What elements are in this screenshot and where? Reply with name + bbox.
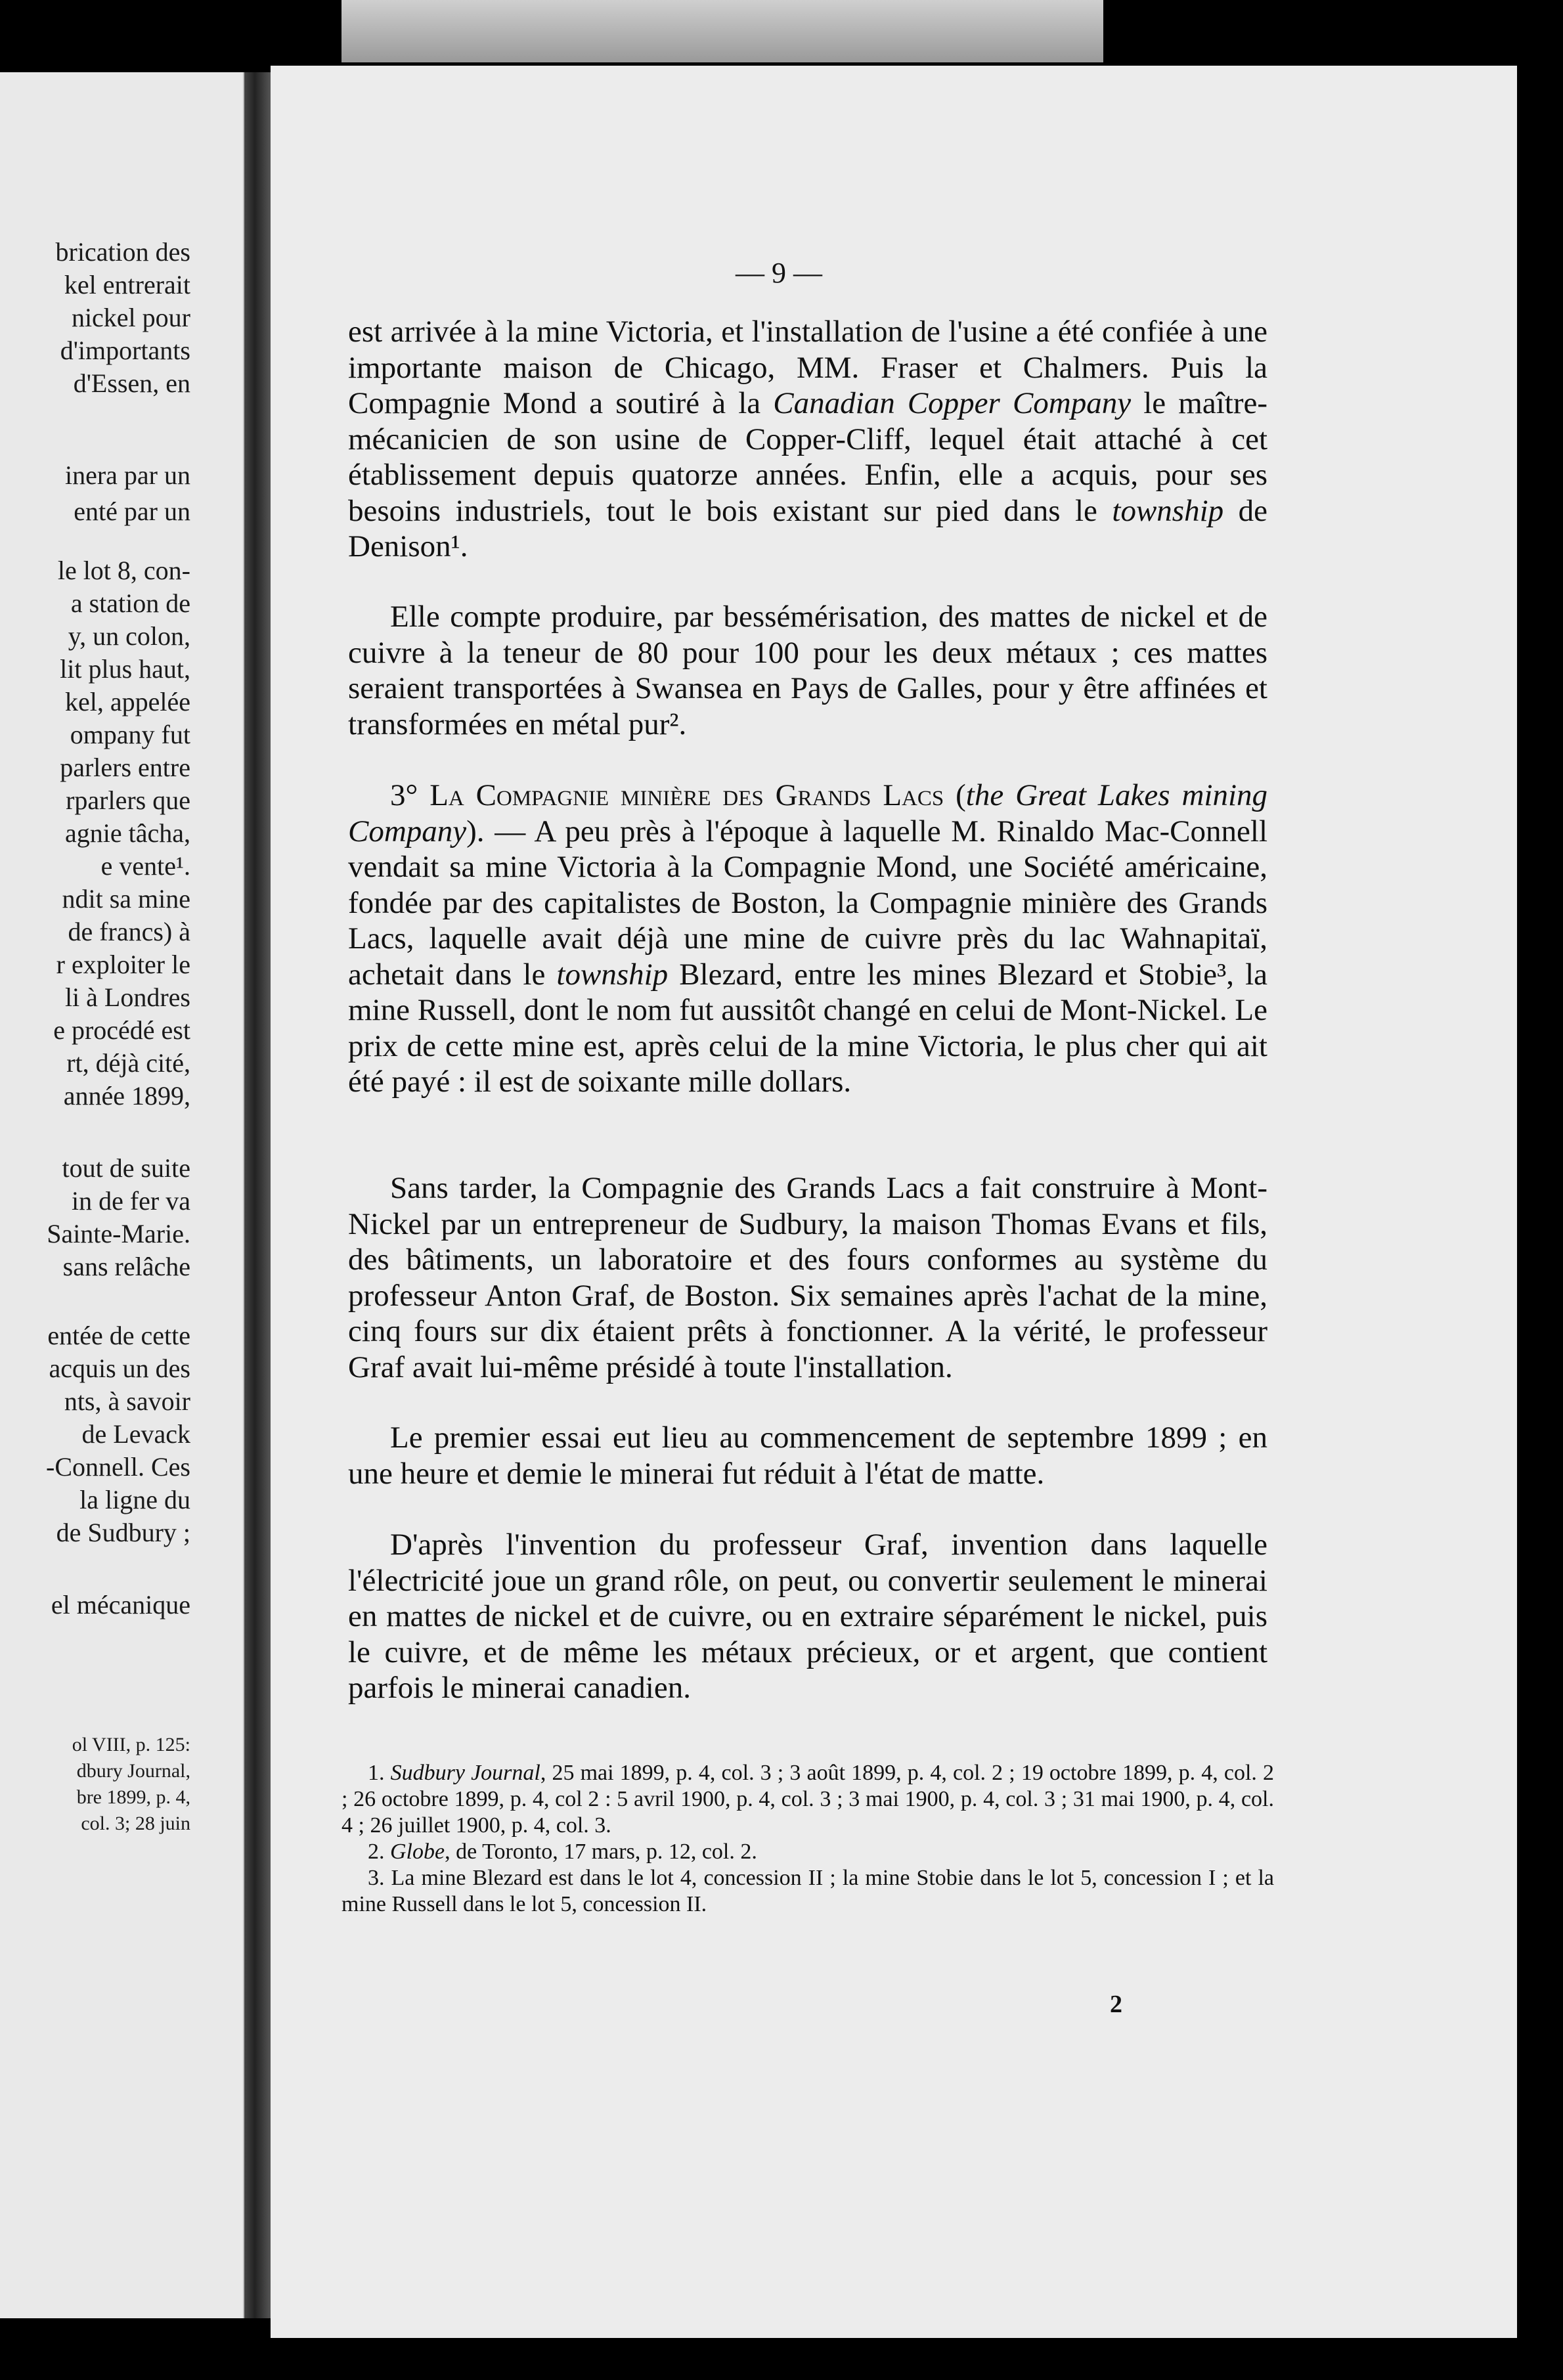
left-page-footnote-line: col. 3; 28 juin xyxy=(81,1813,190,1834)
left-page-line: sans relâche xyxy=(62,1252,190,1281)
left-page-line: e vente¹. xyxy=(100,851,190,881)
paragraph-2: Elle compte produire, par bessémérisation, des mattes de nickel et de cuivre à la teneur de 80 pour 100 pour les deux métaux ; ces mattes seraient transportées à Swansea en Pays de Galles, pour y être affinées et transformées en métal pur². xyxy=(348,600,1267,741)
left-page-line: rt, déjà cité, xyxy=(66,1048,190,1078)
left-page-line: ndit sa mine xyxy=(62,884,190,914)
left-page-line: d'Essen, en xyxy=(73,368,190,398)
left-page-line: kel, appelée xyxy=(65,687,190,716)
left-page-line: nickel pour xyxy=(71,303,190,332)
left-page-line: -Connell. Ces xyxy=(46,1452,190,1482)
left-facing-page xyxy=(0,72,246,2318)
footnote-3: 3. La mine Blezard est dans le lot 4, concession II ; la mine Stobie dans le lot 5, concession I ; et la mine Russell dans le lot 5, concession II. xyxy=(341,1866,1274,1916)
left-page-line: de francs) à xyxy=(68,917,190,946)
paragraph-4: Sans tarder, la Compagnie des Grands Lacs a fait construire à Mont-Nickel par un entrepreneur de Sudbury, la maison Thomas Evans et fils, des bâtiments, un laboratoire et des fours conformes au système du professeur Anton Graf, de Boston. Six semaines après l'achat de la mine, cinq fours sur dix étaient prêts à fonctionner. A la vérité, le professeur Graf avait lui-même présidé à toute l'installation. xyxy=(348,1171,1267,1384)
footnote-2: 2. Globe, de Toronto, 17 mars, p. 12, col. 2. xyxy=(368,1840,757,1864)
left-page-line: d'importants xyxy=(60,336,190,365)
left-page-line: inera par un xyxy=(64,460,190,490)
left-page-line: année 1899, xyxy=(63,1081,190,1111)
footnote-1: 1. Sudbury Journal, 25 mai 1899, p. 4, col. 3 ; 3 août 1899, p. 4, col. 2 ; 19 octobre 1899, p. 4, col. 2 ; 26 octobre 1899, p. 4, col 2 : 5 avril 1900, p. 4, col. 3 ; 3 mai 1900, p. 4, col. 3 ; 31 mai 1900, p. 4, col. 4 ; 26 juillet 1900, p. 4, col. 3. xyxy=(341,1761,1275,1838)
left-page-line: a station de xyxy=(70,588,190,618)
left-page-line: el mécanique xyxy=(51,1590,190,1620)
left-page-footnote-line: dbury Journal, xyxy=(76,1760,190,1782)
left-page-line: nts, à savoir xyxy=(64,1386,190,1416)
left-page-line: ompany fut xyxy=(70,720,190,749)
left-page-line: li à Londres xyxy=(64,982,190,1012)
left-page-line: entée de cette xyxy=(47,1321,190,1350)
paragraph-6: D'après l'invention du professeur Graf, invention dans laquelle l'électricité joue un grand rôle, on peut, ou convertir seulement le minerai en mattes de nickel et de cuivre, ou en extraire séparément le nickel, puis le cuivre, et de même les métaux précieux, or et argent, que contient parfois le minerai canadien. xyxy=(348,1528,1267,1705)
left-page-footnote-line: bre 1899, p. 4, xyxy=(76,1786,190,1808)
page-number: — 9 — xyxy=(736,257,822,289)
left-page-line: parlers entre xyxy=(60,753,190,782)
left-page-line: de Sudbury ; xyxy=(56,1518,190,1547)
left-page-line: de Levack xyxy=(81,1419,190,1449)
book-gutter xyxy=(244,72,271,2318)
left-page-line: r exploiter le xyxy=(56,950,190,979)
left-page-line: lit plus haut, xyxy=(60,654,190,684)
left-page-line: agnie tâcha, xyxy=(65,818,190,848)
left-page-line: acquis un des xyxy=(49,1354,190,1383)
signature-number: 2 xyxy=(1110,1991,1122,2018)
paragraph-3: 3° La Compagnie minière des Grands Lacs (the Great Lakes mining Company). — A peu près à l'époque à laquelle M. Rinaldo Mac-Connell vendait sa mine Victoria à la Compagnie Mond, une Société américaine, fondée par des capitalistes de Boston, la Compagnie minière des Grands Lacs, laquelle avait déjà une mine de cuivre près du lac Wahnapitaï, achetait dans le township Blezard, entre les mines Blezard et Stobie³, la mine Russell, dont le nom fut aussitôt changé en celui de Mont-Nickel. Le prix de cette mine est, après celui de la mine Victoria, le plus cher qui ait été payé : il est de soixante mille dollars. xyxy=(348,778,1267,1099)
left-page-line: tout de suite xyxy=(62,1153,190,1183)
left-page-line: y, un colon, xyxy=(68,621,190,651)
left-page-line: enté par un xyxy=(74,496,190,526)
paragraph-5: Le premier essai eut lieu au commencement de septembre 1899 ; en une heure et demie le minerai fut réduit à l'état de matte. xyxy=(348,1421,1267,1491)
left-page-line: in de fer va xyxy=(71,1186,190,1216)
left-page-line: rparlers que xyxy=(66,785,190,815)
paragraph-1: est arrivée à la mine Victoria, et l'installation de l'usine a été confiée à une importante maison de Chicago, MM. Fraser et Chalmers. Puis la Compagnie Mond a soutiré à la Canadian Copper Company le maître-mécanicien de son usine de Copper-Cliff, lequel était attaché à cet établissement depuis quatorze années. Enfin, elle a acquis, pour ses besoins industriels, tout le bois existant sur pied dans le township de Denison¹. xyxy=(348,315,1267,563)
left-page-line: la ligne du xyxy=(79,1485,190,1514)
left-page-line: le lot 8, con- xyxy=(57,556,190,585)
left-page-line: Sainte-Marie. xyxy=(47,1219,190,1248)
left-page-line: kel entrerait xyxy=(64,270,190,299)
left-page-footnote-line: ol VIII, p. 125: xyxy=(72,1734,190,1755)
top-page-edge xyxy=(341,0,1103,62)
left-page-line: brication des xyxy=(55,237,190,267)
footnotes xyxy=(341,1760,1274,1918)
left-page-line: e procédé est xyxy=(53,1015,190,1045)
